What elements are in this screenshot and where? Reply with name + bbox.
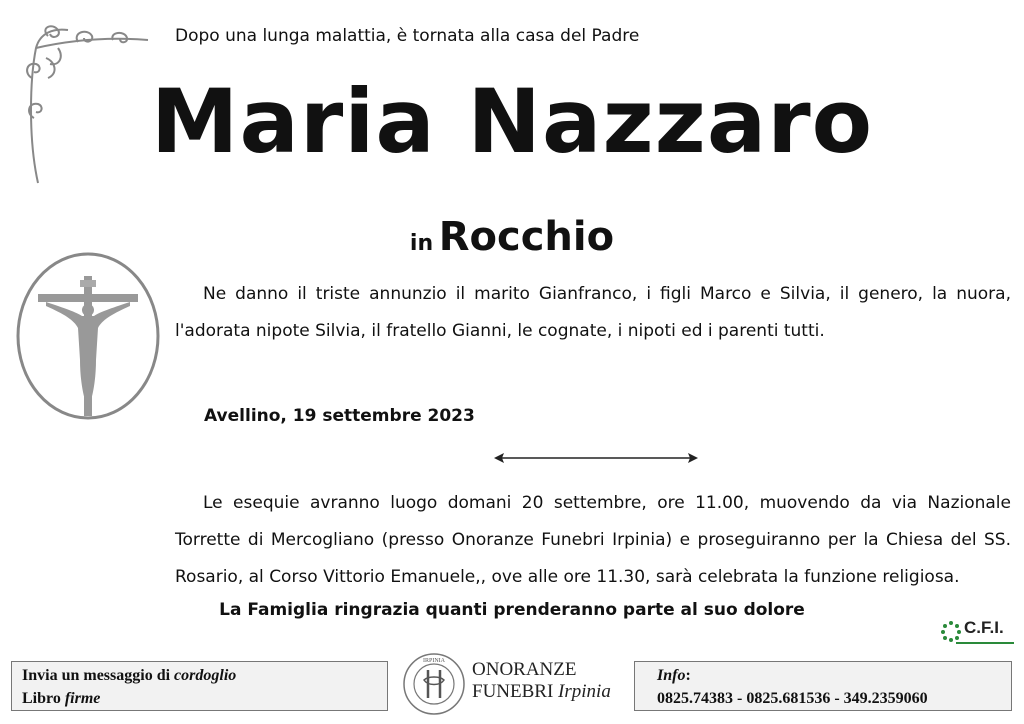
- cfi-dots-icon: [940, 620, 962, 642]
- phone-numbers[interactable]: 0825.74383 - 0825.681536 - 349.2359060: [657, 690, 928, 707]
- guestbook-link[interactable]: [22, 687, 387, 710]
- message-prefix: Invia un messaggio di: [22, 667, 175, 684]
- place-date: Avellino, 19 settembre 2023: [204, 406, 475, 426]
- info-label-row: [657, 664, 1011, 687]
- logo-line-2: [472, 681, 611, 703]
- double-arrow-icon: [494, 452, 698, 464]
- crucifix-icon: [14, 250, 162, 422]
- condolence-box[interactable]: [11, 661, 388, 711]
- cfi-logo-text: C.F.I.: [964, 618, 1004, 637]
- logo-line-2a: FUNEBRI: [472, 681, 559, 702]
- condolence-link[interactable]: [22, 664, 387, 687]
- book-italic: firme: [64, 690, 101, 707]
- book-prefix: Libro: [22, 690, 65, 707]
- seal-text: IRPINIA: [423, 658, 445, 664]
- info-colon: :: [685, 667, 691, 684]
- info-box: [634, 661, 1012, 711]
- message-italic: cordoglio: [174, 667, 237, 684]
- cfi-logo: [940, 618, 1016, 648]
- funeral-home-name: [472, 659, 611, 703]
- intro-text: Dopo una lunga malattia, è tornata alla casa del Padre: [175, 26, 640, 46]
- logo-line-2b: Irpinia: [558, 681, 611, 702]
- deceased-name: Maria Nazzaro: [150, 70, 874, 173]
- thanks-text: La Famiglia ringrazia quanti prenderanno parte al suo dolore: [219, 600, 805, 620]
- married-prefix: in: [409, 231, 434, 256]
- info-label: Info: [657, 667, 686, 684]
- cfi-underline: [956, 642, 1014, 644]
- announcement-text: Ne danno il triste annunzio il marito Gianfranco, i figli Marco e Silvia, il genero, la nuora, l'adorata nipote Silvia, il fratello Gianni, le cognate, i nipoti ed i parenti tutti.: [175, 284, 1011, 341]
- funeral-text: Le esequie avranno luogo domani 20 settembre, ore 11.00, muovendo da via Nazionale Torrette di Mercogliano (presso Onoranze Funebri Irpinia) e proseguiranno per la Chiesa del SS. Rosario, al Corso Vittorio Emanuele,, ove alle ore 11.30, sarà celebrata la funzione religiosa.: [175, 493, 1011, 587]
- married-surname: Rocchio: [438, 214, 615, 260]
- funeral-home-seal-icon: [402, 652, 466, 716]
- logo-line-1: ONORANZE: [472, 659, 577, 680]
